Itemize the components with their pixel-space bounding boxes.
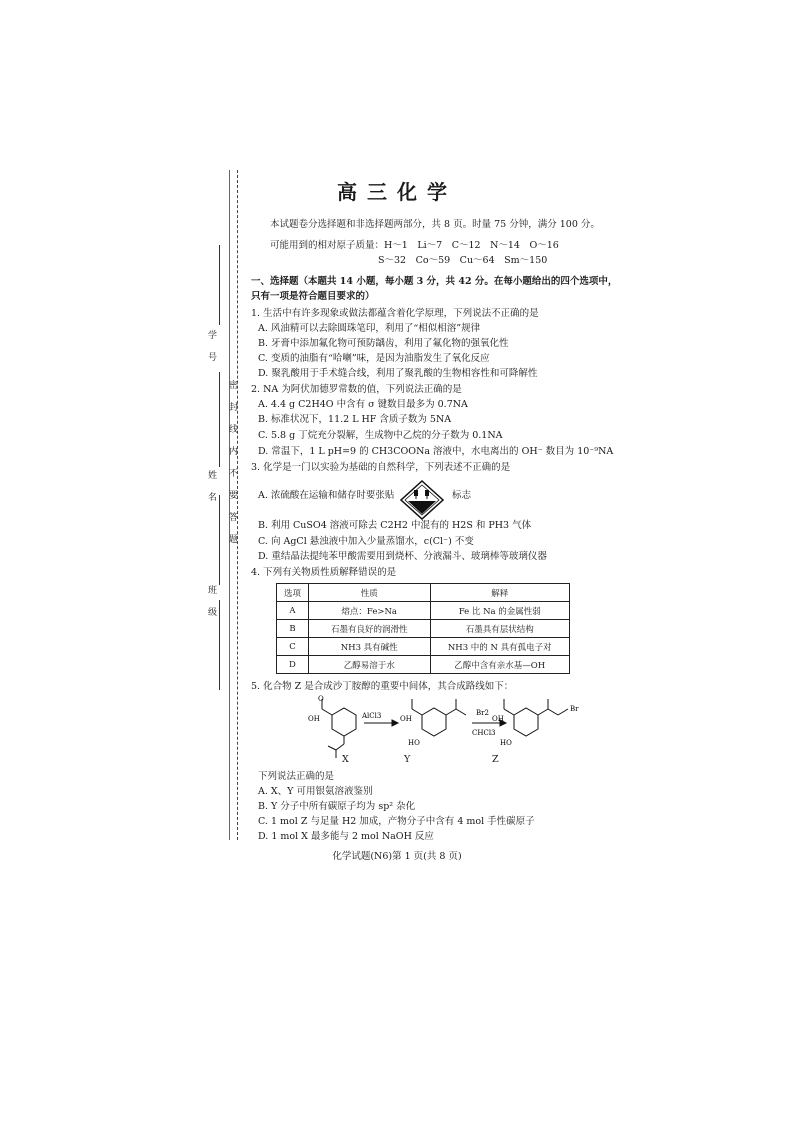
id-field-2[interactable]: [219, 245, 220, 325]
table-cell: NH3 中的 N 具有孤电子对: [430, 638, 570, 656]
question-stem: 2. NA 为阿伏加德罗常数的值，下列说法正确的是: [251, 384, 462, 395]
intro-text: 本试题卷分选择题和非选择题两部分，共 8 页。时量 75 分钟，满分 100 分。: [270, 219, 600, 230]
id-field[interactable]: [219, 495, 220, 585]
option-a: A. 浓硫酸在运输和储存时要张贴: [258, 490, 395, 501]
table-cell: D: [277, 656, 309, 674]
section-header-cont: 只有一项是符合题目要求的）: [251, 291, 375, 302]
corrosive-hazard-icon: [400, 480, 444, 520]
table-row: [277, 638, 570, 656]
option-d: D. 1 mol X 最多能与 2 mol NaOH 反应: [258, 831, 434, 842]
option-c: C. 变质的油脂有“哈喇”味，是因为油脂发生了氧化反应: [258, 353, 490, 364]
table-header: 选项: [277, 584, 309, 602]
z-br-label: Br: [570, 705, 579, 713]
question-stem: 4. 下列有关物质性质解释错误的是: [251, 567, 397, 578]
reagent-chcl3: CHCl3: [472, 729, 496, 737]
z-ho-label: HO: [500, 739, 512, 747]
option-d: D. 重结晶法提纯苯甲酸需要用到烧杯、分液漏斗、玻璃棒等玻璃仪器: [258, 551, 547, 562]
option-b: B. Y 分子中所有碳原子均为 sp² 杂化: [258, 801, 416, 812]
option-d: D. 聚乳酸用于手术缝合线，利用了聚乳酸的生物相容性和可降解性: [258, 368, 538, 379]
x-o-label: O: [318, 695, 324, 703]
option-a: A. 4.4 g C2H4O 中含有 σ 键数目最多为 0.7NA: [258, 399, 468, 410]
z-oh-label: OH: [492, 715, 504, 723]
table-row: [277, 620, 570, 638]
y-ho-label: HO: [408, 739, 420, 747]
y-oh-label: OH: [400, 715, 412, 723]
table-cell: A: [277, 602, 309, 620]
property-table: [276, 583, 570, 674]
seal-notice: 密 封 线 内 不 要 答 题: [227, 380, 237, 545]
option-b: B. 牙膏中添加氟化物可预防龋齿，利用了氟化物的强氧化性: [258, 338, 509, 349]
question-stem: 1. 生活中有许多现象或做法都蕴含着化学原理，下列说法不正确的是: [251, 308, 539, 319]
id-label: 学 号: [206, 330, 216, 363]
table-header-row: [277, 584, 570, 602]
name-field[interactable]: [219, 372, 220, 467]
table-row: [277, 602, 570, 620]
compound-x-label: X: [342, 754, 349, 765]
table-header: 解释: [430, 584, 570, 602]
option-c: C. 5.8 g 丁烷充分裂解，生成物中乙烷的分子数为 0.1NA: [258, 430, 503, 441]
x-oh-label: OH: [308, 715, 320, 723]
compound-y-label: Y: [404, 754, 411, 765]
table-cell: 乙醇中含有亲水基—OH: [430, 656, 570, 674]
table-cell: 石墨具有层状结构: [430, 620, 570, 638]
page-footer: 化学试题(N6)第 1 页(共 8 页): [332, 851, 462, 862]
question-sub-stem: 下列说法正确的是: [258, 771, 335, 782]
reagent-alcl3: AlCl3: [362, 712, 382, 720]
compound-z-label: Z: [492, 754, 499, 765]
table-header: 性质: [308, 584, 430, 602]
class-label: 班 级: [206, 585, 216, 618]
atomic-masses-line2: S～32 Co～59 Cu～64 Sm～150: [378, 255, 548, 266]
class-field[interactable]: [219, 600, 220, 690]
reagent-br2: Br2: [476, 709, 489, 717]
option-b: B. 利用 CuSO4 溶液可除去 C2H2 中混有的 H2S 和 PH3 气体: [258, 520, 532, 531]
table-row: [277, 656, 570, 674]
option-b: B. 标准状况下，11.2 L HF 含质子数为 5NA: [258, 414, 452, 425]
option-d: D. 常温下，1 L pH=9 的 CH3COONa 溶液中，水电离出的 OH⁻ 数目为 10⁻⁹NA: [258, 446, 614, 457]
table-cell: 熔点：Fe>Na: [308, 602, 430, 620]
table-cell: NH3 具有碱性: [308, 638, 430, 656]
table-cell: Fe 比 Na 的金属性弱: [430, 602, 570, 620]
atomic-masses-line1: 可能用到的相对原子质量：H～1 Li～7 C～12 N～14 O～16: [270, 240, 559, 251]
option-c: C. 向 AgCl 悬浊液中加入少量蒸馏水，c(Cl⁻) 不变: [258, 536, 474, 547]
page-title: 高三化学: [337, 180, 457, 204]
table-cell: 石墨有良好的润滑性: [308, 620, 430, 638]
question-stem: 5. 化合物 Z 是合成沙丁胺醇的重要中间体，其合成路线如下：: [251, 681, 514, 692]
option-a: A. 风油精可以去除圆珠笔印，利用了“相似相溶”规律: [258, 323, 481, 334]
section-header: 一、选择题（本题共 14 小题，每小题 3 分，共 42 分。在每小题给出的四个选项中，: [251, 276, 618, 287]
question-stem: 3. 化学是一门以实验为基础的自然科学，下列表述不正确的是: [251, 462, 511, 473]
name-label: 姓 名: [206, 470, 216, 503]
option-a: A. X、Y 可用银氨溶液鉴别: [258, 786, 373, 797]
table-cell: C: [277, 638, 309, 656]
table-cell: 乙醇易溶于水: [308, 656, 430, 674]
table-cell: B: [277, 620, 309, 638]
option-c: C. 1 mol Z 与足量 H2 加成，产物分子中含有 4 mol 手性碳原子: [258, 816, 535, 827]
option-a-tail: 标志: [452, 490, 472, 501]
